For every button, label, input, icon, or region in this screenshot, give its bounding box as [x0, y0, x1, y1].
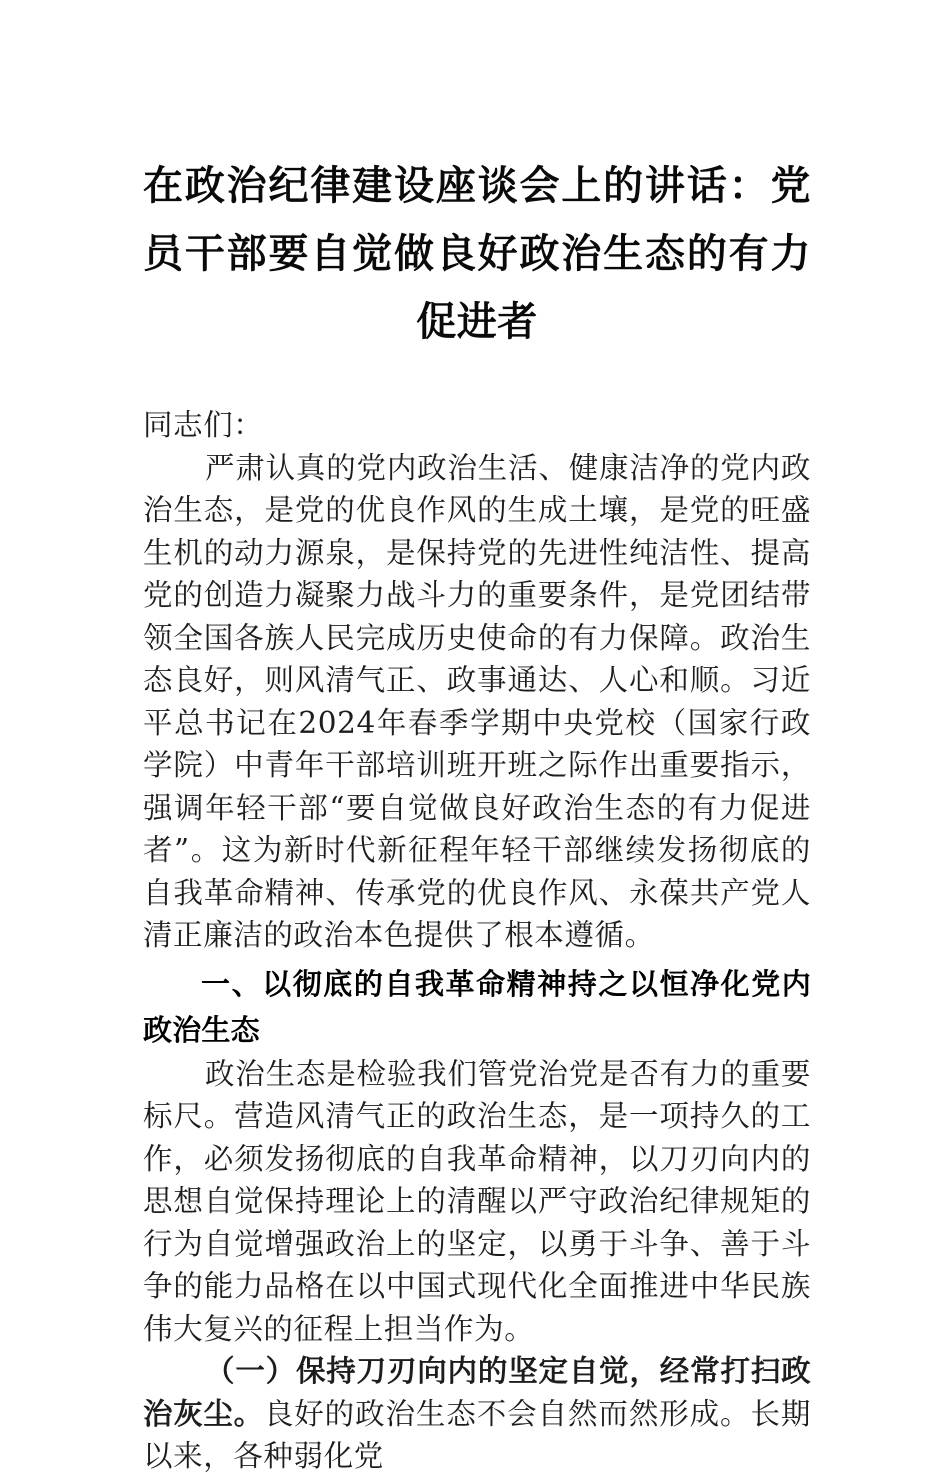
body-paragraph-3-text: 良好的政治生态不会自然而然形成。长期以来，各种弱化党	[143, 1396, 811, 1473]
body-paragraph-2: 政治生态是检验我们管党治党是否有力的重要标尺。营造风清气正的政治生态，是一项持久的工作，必须发扬彻底的自我革命精神，以刀刃向内的思想自觉保持理论上的清醒以严守政治纪律规矩的行为自觉增强政治上的坚定，以勇于斗争、善于斗争的能力品格在以中国式现代化全面推进中华民族伟大复兴的征程上担当作为。	[143, 1056, 811, 1346]
page-title: 在政治纪律建设座谈会上的讲话：党员干部要自觉做良好政治生态的有力促进者	[143, 163, 811, 344]
body-paragraph-3	[143, 1350, 811, 1478]
section-heading-1: 一、以彻底的自我革命精神持之以恒净化党内政治生态	[143, 966, 811, 1047]
salutation: 同志们：	[143, 408, 264, 442]
body-paragraph-1: 严肃认真的党内政治生活、健康洁净的党内政治生态，是党的优良作风的生成土壤，是党的旺盛生机的动力源泉，是保持党的先进性纯洁性、提高党的创造力凝聚力战斗力的重要条件，是党团结带领全国各族人民完成历史使命的有力保障。政治生态良好，则风清气正、政事通达、人心和顺。习近平总书记在2024年春季学期中央党校（国家行政学院）中青年干部培训班开班之际作出重要指示，强调年轻干部“要自觉做良好政治生态的有力促进者”。这为新时代新征程年轻干部继续发扬彻底的自我革命精神、传承党的优良作风、永葆共产党人清正廉洁的政治本色提供了根本遵循。	[143, 450, 811, 952]
subsection-heading-1: （一）保持刀刃向内的坚定自觉，经常打扫政治灰尘。	[143, 1353, 811, 1431]
document-content	[143, 0, 811, 1478]
